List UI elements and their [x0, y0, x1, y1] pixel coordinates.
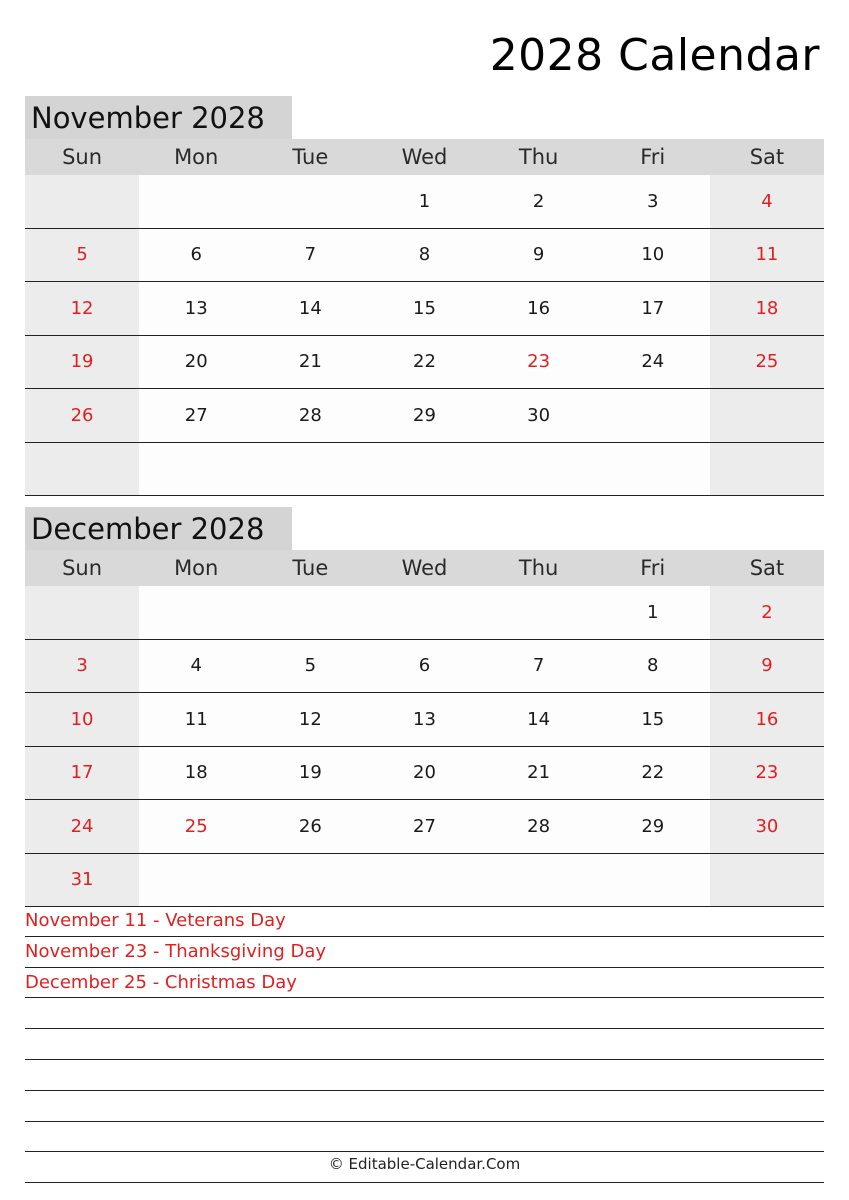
note-line: December 25 - Christmas Day — [25, 968, 824, 999]
day-cell: 1 — [367, 175, 481, 229]
day-cell: 26 — [253, 800, 367, 854]
day-cell: 10 — [596, 229, 710, 283]
day-cell: 1 — [596, 586, 710, 640]
weekday-header: Wed — [367, 550, 481, 586]
day-cell — [596, 389, 710, 443]
weekday-header: Sun — [25, 139, 139, 175]
day-cell: 2 — [482, 175, 596, 229]
day-cell: 8 — [596, 640, 710, 694]
day-cell: 10 — [25, 693, 139, 747]
note-line — [25, 1122, 824, 1153]
day-cell: 19 — [253, 747, 367, 801]
day-cell: 29 — [367, 389, 481, 443]
day-cell — [139, 586, 253, 640]
day-cell: 15 — [596, 693, 710, 747]
day-cell — [482, 586, 596, 640]
day-cell: 17 — [596, 282, 710, 336]
day-cell — [25, 443, 139, 497]
month-block-december — [25, 507, 824, 907]
month-label: November 2028 — [25, 96, 292, 139]
day-cell: 17 — [25, 747, 139, 801]
day-cell: 6 — [367, 640, 481, 694]
day-cell — [139, 175, 253, 229]
footer-credit: © Editable-Calendar.Com — [328, 1155, 521, 1173]
weekday-header: Tue — [253, 139, 367, 175]
day-cell — [139, 854, 253, 908]
day-cell — [367, 854, 481, 908]
day-cell — [253, 443, 367, 497]
day-cell: 14 — [482, 693, 596, 747]
day-cell: 13 — [367, 693, 481, 747]
weekday-header: Mon — [139, 550, 253, 586]
day-cell: 28 — [253, 389, 367, 443]
weekday-header: Fri — [596, 550, 710, 586]
day-cell: 5 — [253, 640, 367, 694]
day-cell: 22 — [596, 747, 710, 801]
day-cell — [596, 443, 710, 497]
day-cell: 18 — [139, 747, 253, 801]
day-cell: 18 — [710, 282, 824, 336]
day-cell: 14 — [253, 282, 367, 336]
weekday-header: Thu — [482, 139, 596, 175]
weekday-header: Sat — [710, 550, 824, 586]
weekday-header: Thu — [482, 550, 596, 586]
day-cell: 28 — [482, 800, 596, 854]
day-cell — [710, 854, 824, 908]
day-cell: 3 — [25, 640, 139, 694]
day-cell — [710, 389, 824, 443]
day-cell: 3 — [596, 175, 710, 229]
day-cell: 16 — [710, 693, 824, 747]
month-label: December 2028 — [25, 507, 292, 550]
month-block-november — [25, 96, 824, 496]
day-cell: 20 — [139, 336, 253, 390]
day-cell: 9 — [710, 640, 824, 694]
page-title: 2028 Calendar — [489, 30, 820, 81]
weekday-header: Sun — [25, 550, 139, 586]
day-cell — [367, 443, 481, 497]
day-cell: 4 — [710, 175, 824, 229]
day-cell: 12 — [25, 282, 139, 336]
day-cell: 31 — [25, 854, 139, 908]
day-cell: 26 — [25, 389, 139, 443]
day-cell — [596, 854, 710, 908]
day-cell — [139, 443, 253, 497]
day-cell: 11 — [139, 693, 253, 747]
day-cell: 15 — [367, 282, 481, 336]
day-cell — [482, 443, 596, 497]
day-cell: 12 — [253, 693, 367, 747]
weekday-header: Sat — [710, 139, 824, 175]
day-cell — [25, 586, 139, 640]
notes-section — [25, 906, 824, 1183]
day-cell: 13 — [139, 282, 253, 336]
note-line — [25, 1091, 824, 1122]
day-cell: 9 — [482, 229, 596, 283]
day-cell — [482, 854, 596, 908]
day-cell: 25 — [710, 336, 824, 390]
day-cell: 24 — [596, 336, 710, 390]
day-cell: 23 — [482, 336, 596, 390]
day-cell — [367, 586, 481, 640]
day-cell — [253, 175, 367, 229]
note-line — [25, 1029, 824, 1060]
day-cell: 4 — [139, 640, 253, 694]
day-cell: 29 — [596, 800, 710, 854]
note-line — [25, 1060, 824, 1091]
day-cell: 2 — [710, 586, 824, 640]
day-cell: 27 — [367, 800, 481, 854]
day-cell: 7 — [482, 640, 596, 694]
day-cell — [25, 175, 139, 229]
day-cell: 30 — [482, 389, 596, 443]
day-cell: 20 — [367, 747, 481, 801]
weekday-header: Wed — [367, 139, 481, 175]
day-cell: 11 — [710, 229, 824, 283]
day-cell: 23 — [710, 747, 824, 801]
note-line: November 23 - Thanksgiving Day — [25, 937, 824, 968]
day-cell: 30 — [710, 800, 824, 854]
day-cell: 21 — [253, 336, 367, 390]
day-cell: 6 — [139, 229, 253, 283]
day-cell: 7 — [253, 229, 367, 283]
day-cell: 22 — [367, 336, 481, 390]
note-line — [25, 998, 824, 1029]
day-cell: 16 — [482, 282, 596, 336]
day-cell — [710, 443, 824, 497]
day-cell: 21 — [482, 747, 596, 801]
calendar-grid — [25, 139, 824, 496]
day-cell — [253, 854, 367, 908]
day-cell: 5 — [25, 229, 139, 283]
day-cell — [253, 586, 367, 640]
calendar-grid — [25, 550, 824, 907]
note-line: November 11 - Veterans Day — [25, 906, 824, 937]
day-cell: 8 — [367, 229, 481, 283]
day-cell: 19 — [25, 336, 139, 390]
weekday-header: Mon — [139, 139, 253, 175]
day-cell: 27 — [139, 389, 253, 443]
day-cell: 25 — [139, 800, 253, 854]
weekday-header: Tue — [253, 550, 367, 586]
day-cell: 24 — [25, 800, 139, 854]
weekday-header: Fri — [596, 139, 710, 175]
